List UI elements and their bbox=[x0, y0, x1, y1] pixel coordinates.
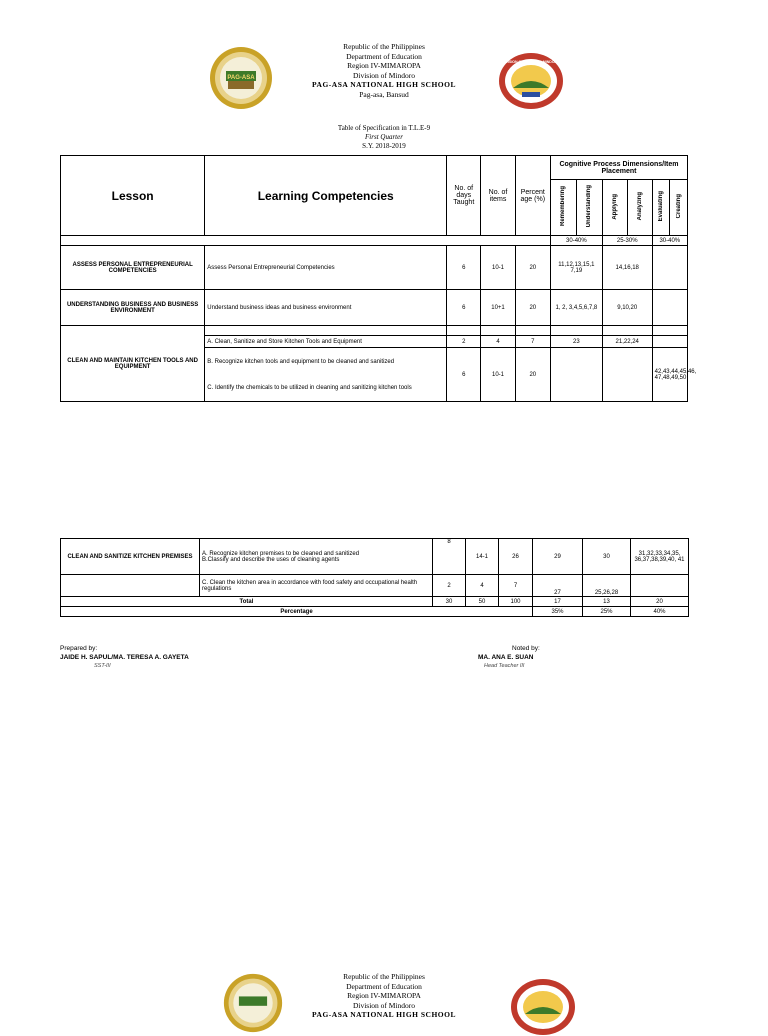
days-cell: 6 bbox=[447, 290, 481, 326]
header-items: No. of items bbox=[481, 156, 515, 236]
days-cell: 2 bbox=[447, 336, 481, 348]
items-cell: 4 bbox=[466, 575, 499, 597]
competency-cell: B. Recognize kitchen tools and equipment to be cleaned and sanitized bbox=[205, 348, 447, 376]
items-cell: 4 bbox=[481, 336, 515, 348]
table-row bbox=[61, 575, 689, 597]
table-row bbox=[61, 539, 689, 575]
percent-range-3: 30-40% bbox=[652, 236, 687, 246]
prepared-label: Prepared by: bbox=[60, 645, 98, 652]
items-cell: 10-1 bbox=[481, 348, 515, 402]
competency-cell: C. Identify the chemicals to be utilized in cleaning and sanitizing kitchen tools bbox=[205, 376, 447, 402]
letterhead bbox=[0, 42, 768, 99]
prepared-by-block bbox=[60, 644, 189, 671]
header-competencies: Learning Competencies bbox=[205, 156, 447, 236]
percentage-evaluating: 40% bbox=[631, 607, 689, 617]
percentage-remembering: 35% bbox=[533, 607, 583, 617]
header-deped: Department of Education bbox=[346, 51, 422, 61]
placement-cell: 1, 2, 3,4,5,6,7,8 bbox=[550, 290, 602, 326]
header-applying: Applying bbox=[611, 193, 618, 220]
header-region: Region IV-MIMAROPA bbox=[347, 61, 421, 70]
days-cell: 2 bbox=[433, 575, 466, 597]
total-evaluating: 20 bbox=[631, 597, 689, 607]
percent-cell: 7 bbox=[515, 336, 550, 348]
items-cell: 10-1 bbox=[481, 246, 515, 290]
prepared-name: JAIDE H. SAPUL/MA. TERESA A. GAYETA bbox=[60, 654, 189, 661]
header-creating: Creating bbox=[675, 194, 682, 219]
competency-b: B.Classify and describe the uses of cleaning agents bbox=[202, 556, 340, 563]
percentage-applying: 25% bbox=[583, 607, 631, 617]
header-division: Division of Mindoro bbox=[352, 70, 416, 80]
placement-cell: 11,12,13,15,1 7,19 bbox=[550, 246, 602, 290]
header-region: Region IV-MIMAROPA bbox=[347, 991, 421, 1000]
lesson-cell: CLEAN AND MAINTAIN KITCHEN TOOLS AND EQUIPMENT bbox=[61, 326, 205, 402]
total-applying: 13 bbox=[583, 597, 631, 607]
total-row bbox=[61, 597, 689, 607]
total-days: 30 bbox=[433, 597, 466, 607]
header-deped: Department of Education bbox=[346, 981, 422, 991]
noted-label: Noted by: bbox=[512, 645, 540, 652]
header-days: No. of days Taught bbox=[447, 156, 481, 236]
prepared-role: SST-III bbox=[94, 663, 111, 669]
header-address: Pag-asa, Bansud bbox=[359, 89, 409, 99]
percent-range-2: 25-30% bbox=[602, 236, 652, 246]
competency-cell: C. Clean the kitchen area in accordance with food safety and occupational health regulations bbox=[200, 575, 433, 597]
deped-seal-text: DIVISION OF ORIENTAL MINDORO bbox=[502, 60, 560, 64]
placement-cell: 9,10,20 bbox=[602, 290, 652, 326]
competency-cell bbox=[200, 539, 433, 575]
header-school: PAG-ASA NATIONAL HIGH SCHOOL bbox=[312, 1010, 456, 1019]
competency-cell: Understand business ideas and business environment bbox=[205, 290, 447, 326]
table-row bbox=[61, 290, 688, 326]
competency-a: A. Recognize kitchen premises to be cleaned and sanitized bbox=[202, 550, 360, 557]
title-subject: Table of Specification in T.L.E-9 bbox=[337, 124, 431, 132]
noted-role: Head Teacher III bbox=[484, 663, 525, 669]
letterhead-page2 bbox=[0, 972, 768, 1020]
placement-cell: 25,26,28 bbox=[583, 575, 631, 597]
total-remembering: 17 bbox=[533, 597, 583, 607]
noted-name: MA. ANA E. SUAN bbox=[478, 654, 534, 661]
total-label: Total bbox=[61, 597, 433, 607]
placement-cell: 27 bbox=[533, 575, 583, 597]
total-percent: 100 bbox=[499, 597, 533, 607]
header-republic: Republic of the Philippines bbox=[343, 42, 425, 51]
header-analyzing: Analyzing bbox=[636, 192, 643, 221]
placement-cell: 42,43,44,45,46, 47,48,49,50 bbox=[652, 348, 687, 402]
total-items: 50 bbox=[466, 597, 499, 607]
percent-cell: 26 bbox=[499, 539, 533, 575]
header-evaluating: Evaluating bbox=[657, 191, 664, 222]
percent-cell: 20 bbox=[515, 348, 550, 402]
noted-by-block bbox=[478, 644, 540, 671]
placement-cell: 21,22,24 bbox=[602, 336, 652, 348]
percentage-label: Percentage bbox=[61, 607, 533, 617]
percent-cell: 20 bbox=[515, 246, 550, 290]
title-school-year: S.Y. 2018-2019 bbox=[362, 142, 406, 150]
percent-cell: 20 bbox=[515, 290, 550, 326]
header-division: Division of Mindoro bbox=[352, 1000, 416, 1010]
days-cell: 6 bbox=[447, 348, 481, 402]
header-cognitive: Cognitive Process Dimensions/Item Placement bbox=[550, 156, 687, 180]
placement-cell: 23 bbox=[550, 336, 602, 348]
percent-cell: 7 bbox=[499, 575, 533, 597]
days-cell: 6 bbox=[447, 246, 481, 290]
header-lesson: Lesson bbox=[61, 156, 205, 236]
percent-range-1: 30-40% bbox=[550, 236, 602, 246]
document-title bbox=[0, 124, 768, 151]
table-row bbox=[61, 246, 688, 290]
specification-table bbox=[60, 155, 697, 402]
items-cell: 10+1 bbox=[481, 290, 515, 326]
header-school: PAG-ASA NATIONAL HIGH SCHOOL bbox=[312, 80, 456, 89]
title-quarter: First Quarter bbox=[365, 133, 403, 141]
days-cell: 8 bbox=[433, 539, 466, 575]
competency-cell: A. Clean, Sanitize and Store Kitchen Tools and Equipment bbox=[205, 336, 447, 348]
header-understanding: Understanding bbox=[586, 185, 593, 228]
placement-cell: 29 bbox=[533, 539, 583, 575]
lesson-cell: UNDERSTANDING BUSINESS AND BUSINESS ENVIRONMENT bbox=[61, 290, 205, 326]
header-republic: Republic of the Philippines bbox=[343, 972, 425, 981]
placement-cell: 31,32,33,34,35, 36,37,38,39,40, 41 bbox=[631, 539, 689, 575]
header-remembering: Remembering bbox=[560, 186, 567, 227]
placement-cell: 14,16,18 bbox=[602, 246, 652, 290]
placement-cell: 30 bbox=[583, 539, 631, 575]
school-seal-text: PAG-ASA bbox=[227, 75, 255, 81]
items-cell: 14-1 bbox=[466, 539, 499, 575]
percentage-row bbox=[61, 607, 689, 617]
specification-table-continued bbox=[60, 538, 689, 617]
header-percentage: Percent age (%) bbox=[515, 156, 550, 236]
lesson-cell: CLEAN AND SANITIZE KITCHEN PREMISES bbox=[61, 539, 200, 575]
competency-cell: Assess Personal Entrepreneurial Competencies bbox=[205, 246, 447, 290]
lesson-cell: ASSESS PERSONAL ENTREPRENEURIAL COMPETENCIES bbox=[61, 246, 205, 290]
